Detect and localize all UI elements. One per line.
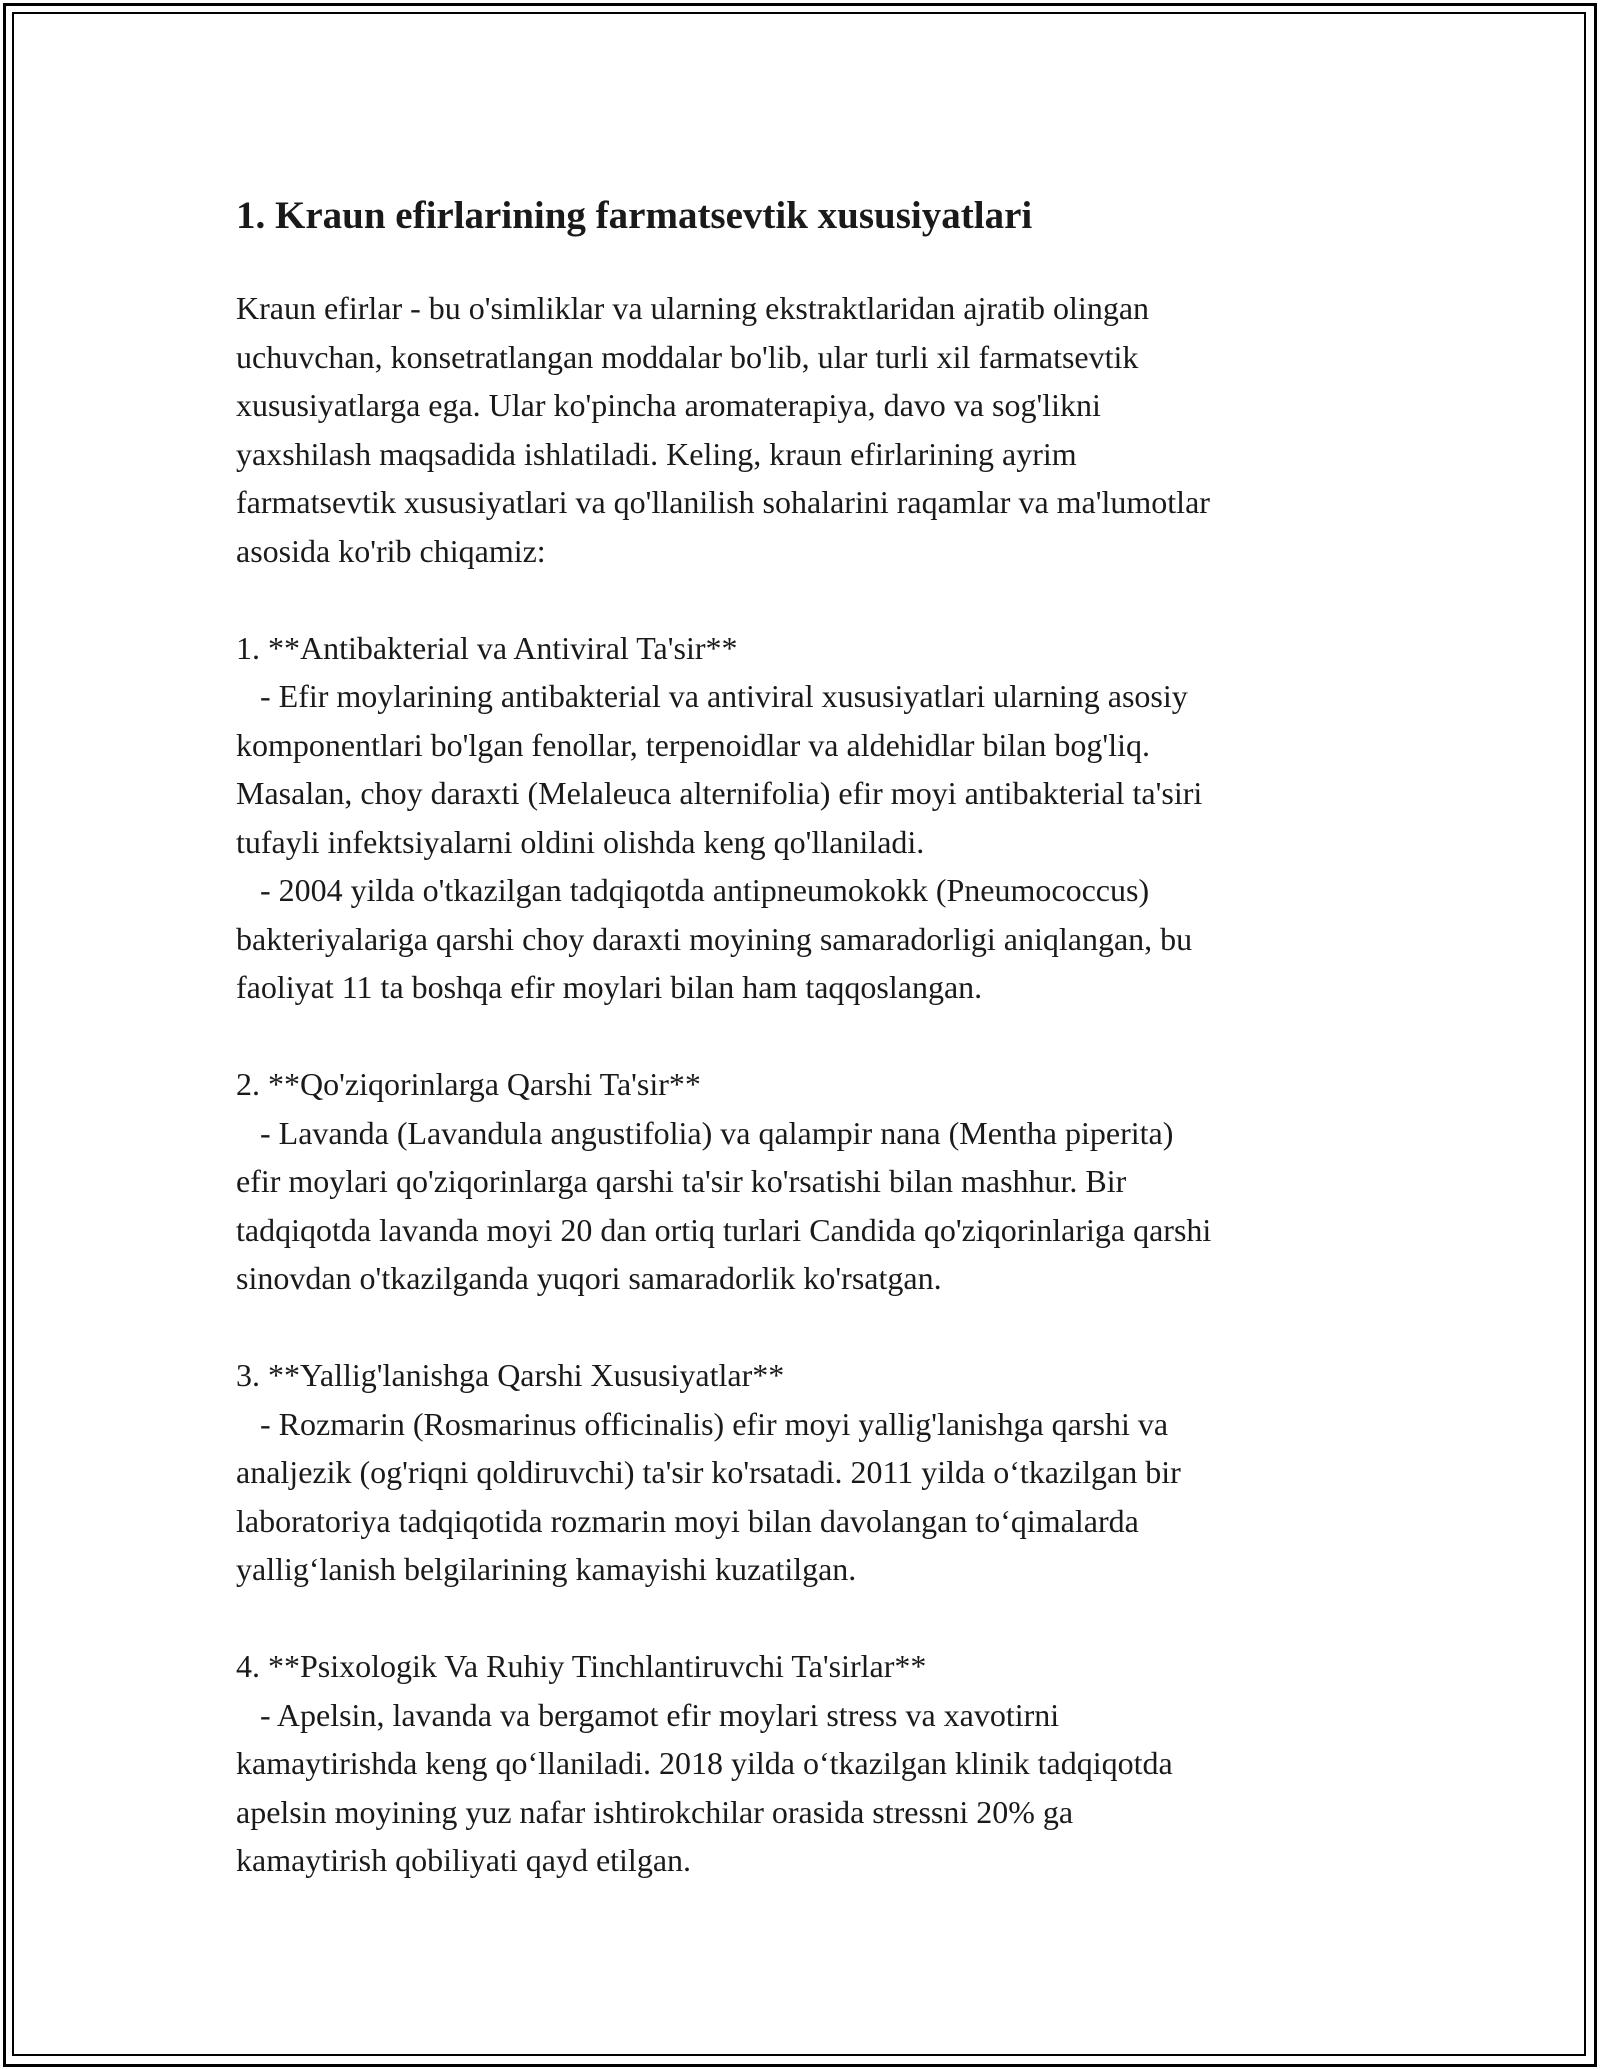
text-line: - 2004 yilda o'tkazilgan tadqiqotda antipneumokokk (Pneumococcus): [236, 872, 1150, 908]
text-line: komponentlari bo'lgan fenollar, terpenoidlar va aldehidlar bilan bog'liq.: [236, 726, 1150, 763]
text-line: bakteriyalariga qarshi choy daraxti moyining samaradorligi aniqlangan, bu: [236, 920, 1193, 957]
text-line: 1. **Antibakterial va Antiviral Ta'sir**: [236, 629, 738, 666]
text-line: xususiyatlarga ega. Ular ko'pincha aromaterapiya, davo va sog'likni: [236, 387, 1101, 423]
text-line: [236, 575, 1366, 624]
text-line: kamaytirishda keng qo‘llaniladi. 2018 yilda o‘tkazilgan klinik tadqiqotda: [236, 1745, 1173, 1781]
document-body: [236, 188, 1366, 1885]
text-line: 2. **Qo'ziqorinlarga Qarshi Ta'sir**: [236, 1066, 701, 1102]
text-line: analjezik (og'riqni qoldiruvchi) ta'sir ko'rsatadi. 2011 yilda o‘tkazilgan bir: [236, 1454, 1181, 1490]
text-line: farmatsevtik xususiyatlari va qo'llanilish sohalarini raqamlar va ma'lumotlar: [236, 484, 1210, 520]
text-line: - Efir moylarining antibakterial va antiviral xususiyatlari ularning asosiy: [236, 678, 1188, 714]
text-line: Masalan, choy daraxti (Melaleuca alternifolia) efir moyi antibakterial ta'siri: [236, 775, 1203, 811]
text-line: asosida ko'rib chiqamiz:: [236, 532, 546, 569]
text-line: Kraun efirlar - bu o'simliklar va ularning ekstraktlaridan ajratib olingan: [236, 290, 1150, 326]
text-line: - Rozmarin (Rosmarinus officinalis) efir moyi yallig'lanishga qarshi va: [236, 1405, 1169, 1442]
text-line: tufayli infektsiyalarni oldini olishda keng qo'llaniladi.: [236, 823, 925, 860]
text-line: uchuvchan, konsetratlangan moddalar bo'lib, ular turli xil farmatsevtik: [236, 338, 1139, 375]
text-line: [236, 1594, 1366, 1643]
text-line: yaxshilash maqsadida ishlatiladi. Keling, kraun efirlarining ayrim: [236, 435, 1077, 472]
text-line: 4. **Psixologik Va Ruhiy Tinchlantiruvchi Ta'sirlar**: [236, 1648, 927, 1684]
document-text: [236, 284, 1366, 1885]
text-line: - Lavanda (Lavandula angustifolia) va qalampir nana (Mentha piperita): [236, 1114, 1174, 1151]
text-line: efir moylari qo'ziqorinlarga qarshi ta'sir ko'rsatishi bilan mashhur. Bir: [236, 1163, 1127, 1199]
text-line: yallig‘lanish belgilarining kamayishi kuzatilgan.: [236, 1551, 857, 1587]
text-line: sinovdan o'tkazilganda yuqori samaradorlik ko'rsatgan.: [236, 1260, 942, 1296]
text-line: tadqiqotda lavanda moyi 20 dan ortiq turlari Candida qo'ziqorinlariga qarshi: [236, 1211, 1212, 1248]
text-line: - Apelsin, lavanda va bergamot efir moylari stress va xavotirni: [236, 1696, 1060, 1733]
text-line: apelsin moyining yuz nafar ishtirokchilar orasida stressni 20% ga: [236, 1793, 1074, 1830]
document-title: 1. Kraun efirlarining farmatsevtik xususiyatlari: [236, 194, 1033, 237]
text-line: [236, 1303, 1366, 1352]
text-line: [236, 1012, 1366, 1061]
text-line: kamaytirish qobiliyati qayd etilgan.: [236, 1842, 692, 1878]
text-line: 3. **Yallig'lanishga Qarshi Xususiyatlar**: [236, 1357, 785, 1393]
text-line: faoliyat 11 ta boshqa efir moylari bilan ham taqqoslangan.: [236, 969, 983, 1005]
text-line: laboratoriya tadqiqotida rozmarin moyi bilan davolangan to‘qimalarda: [236, 1502, 1139, 1539]
